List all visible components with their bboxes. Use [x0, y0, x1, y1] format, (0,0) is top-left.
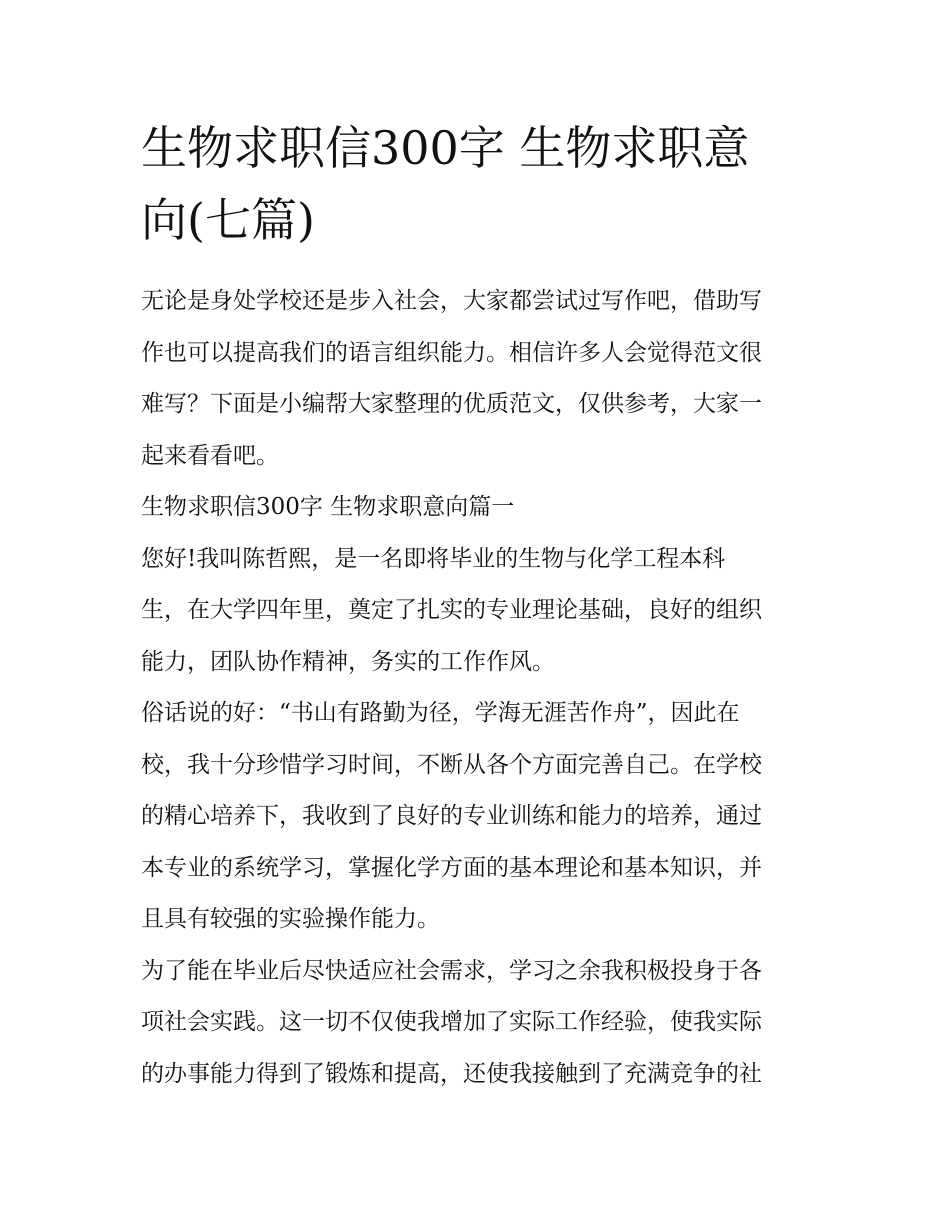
body-line: 的办事能力得到了锻炼和提高，还使我接触到了充满竞争的社 — [141, 1060, 762, 1087]
document-title — [141, 112, 813, 256]
body-line: 生，在大学四年里，奠定了扎实的专业理论基础，良好的组织 — [141, 597, 762, 623]
section-heading: 生物求职信300字 生物求职意向篇一 — [141, 494, 515, 520]
body-line: 的精心培养下，我收到了良好的专业训练和能力的培养，通过 — [141, 803, 762, 829]
document-page — [141, 112, 813, 1100]
body-line: 项社会实践。这一切不仅使我增加了实际工作经验，使我实际 — [141, 1009, 762, 1035]
body-line: 为了能在毕业后尽快适应社会需求，学习之余我积极投身于各 — [141, 957, 762, 984]
body-line: 起来看看吧。 — [141, 442, 279, 469]
body-line: 能力，团队协作精神，务实的工作作风。 — [141, 648, 555, 675]
body-line: 校，我十分珍惜学习时间，不断从各个方面完善自己。在学校 — [141, 751, 762, 778]
document-body — [141, 276, 813, 1100]
body-line: 本专业的系统学习，掌握化学方面的基本理论和基本知识，并 — [141, 854, 762, 881]
body-line: 无论是身处学校还是步入社会，大家都尝试过写作吧，借助写 — [141, 288, 762, 314]
body-line: 且具有较强的实验操作能力。 — [141, 906, 440, 932]
body-line: 作也可以提高我们的语言组织能力。相信许多人会觉得范文很 — [141, 339, 762, 366]
document-title-line-1: 生物求职信300字 生物求职意 — [141, 121, 750, 175]
document-title-line-2: 向(七篇) — [141, 193, 315, 247]
body-line: 您好!我叫陈哲熙，是一名即将毕业的生物与化学工程本科 — [141, 545, 726, 572]
body-line: 俗话说的好：“书山有路勤为径，学海无涯苦作舟”，因此在 — [141, 700, 740, 726]
body-line: 难写？下面是小编帮大家整理的优质范文，仅供参考，大家一 — [141, 391, 762, 417]
